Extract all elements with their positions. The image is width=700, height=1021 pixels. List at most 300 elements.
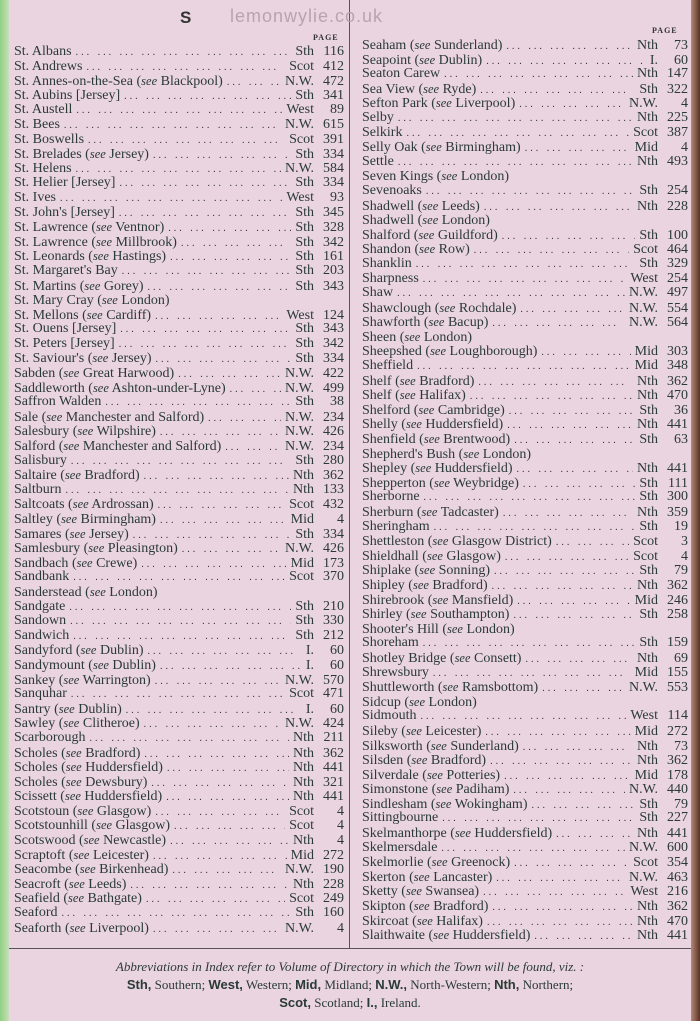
index-entry <box>362 403 688 418</box>
dot-leader <box>496 872 625 885</box>
volume-abbr: N.W. <box>284 424 314 440</box>
dot-leader <box>494 565 635 578</box>
volume-abbr: Nth <box>637 577 658 593</box>
volume-abbr: Sth <box>295 45 314 59</box>
dot-leader <box>486 55 646 68</box>
page-number: 159 <box>667 636 688 651</box>
dot-leader <box>86 61 285 75</box>
index-entry <box>14 483 344 498</box>
town-name: Sale (see Manchester and Salford) <box>14 409 205 425</box>
index-entry <box>362 841 688 856</box>
dot-leader <box>73 571 285 585</box>
page-number: 362 <box>323 745 344 761</box>
dot-leader <box>71 688 285 702</box>
dot-leader <box>483 886 626 899</box>
page-number: 38 <box>330 395 344 410</box>
volume-abbr: Scot <box>289 687 314 702</box>
town-name: St. Helens <box>14 161 72 176</box>
town-name: St. Peters [Jersey] <box>14 336 115 351</box>
dot-leader <box>76 104 282 118</box>
abbreviation: Nth, Northern; <box>494 977 574 992</box>
town-name: St. Ives <box>14 190 56 205</box>
index-entry <box>362 651 688 666</box>
index-entry <box>14 249 344 264</box>
town-name: St. Martins (see Gorey) <box>14 278 144 294</box>
page-number: 600 <box>667 840 688 855</box>
see-label: see <box>69 526 86 541</box>
see-label: see <box>435 796 452 811</box>
index-entry <box>362 563 688 578</box>
see-label: see <box>418 227 435 242</box>
footer-divider <box>9 948 691 949</box>
town-name: Settle <box>362 154 394 169</box>
see-label: see <box>419 563 436 578</box>
abbreviation: Scot, Scotland; <box>279 995 367 1010</box>
town-name: Scissett (see Huddersfield) <box>14 789 163 804</box>
town-name: Skelmersdale <box>362 840 438 855</box>
town-name: Seacombe (see Birkenhead) <box>14 862 169 877</box>
town-name: Shelf (see Bradford) <box>362 373 475 389</box>
see-label: see <box>404 329 421 344</box>
page-number: 341 <box>323 88 344 103</box>
see-label: see <box>423 432 440 447</box>
volume-abbr: Nth <box>293 774 314 790</box>
page-number: 73 <box>674 38 688 53</box>
index-entry <box>362 374 688 389</box>
dot-leader <box>160 514 287 527</box>
page-column-header-left: PAGE <box>313 33 339 42</box>
dot-leader <box>470 390 633 403</box>
see-label: see <box>73 847 90 862</box>
dot-leader <box>525 142 631 155</box>
see-label: see <box>63 366 80 381</box>
see-label: see <box>61 512 78 526</box>
dot-leader <box>181 237 291 250</box>
volume-abbr: N.W. <box>284 409 314 425</box>
index-entry <box>14 410 344 425</box>
town-name: Saffron Walden <box>14 395 102 410</box>
page-number: 60 <box>330 701 344 717</box>
town-name: Shepley (see Huddersfield) <box>362 461 513 476</box>
dot-leader <box>506 40 633 53</box>
town-name: Skelmanthorpe (see Huddersfield) <box>362 826 553 841</box>
page-number: 464 <box>667 242 688 257</box>
volume-abbr: West <box>630 709 658 724</box>
index-entry <box>362 257 688 272</box>
town-name: Seaforth (see Liverpool) <box>14 920 149 936</box>
dot-leader <box>505 551 629 564</box>
volume-abbr: Nth <box>637 753 658 768</box>
see-label: see <box>96 220 112 235</box>
page-number: 234 <box>323 439 344 454</box>
index-entry <box>14 60 344 75</box>
section-letter: S <box>180 8 192 27</box>
dot-leader <box>487 916 633 929</box>
page-number: 73 <box>674 738 688 754</box>
index-entry <box>14 848 344 863</box>
volume-abbr: N.W. <box>628 286 658 301</box>
see-label: see <box>409 694 426 709</box>
town-name: Scotstoun (see Glasgow) <box>14 803 152 819</box>
abbreviation-code: N.W., <box>375 977 408 992</box>
dot-leader <box>507 419 633 432</box>
see-label: see <box>399 388 416 403</box>
town-name: Shalford (see Guildford) <box>362 227 498 243</box>
page-number: 343 <box>323 278 344 294</box>
see-label: see <box>64 468 81 483</box>
index-entry <box>362 96 688 111</box>
see-label: see <box>58 701 75 716</box>
dot-leader <box>182 543 281 556</box>
index-entry <box>362 753 688 768</box>
index-entry <box>14 322 344 337</box>
page-number: 303 <box>667 344 688 360</box>
index-entry <box>362 680 688 695</box>
town-name: Skircoat (see Halifax) <box>362 913 483 929</box>
town-name: St. Mellons (see Cardiff) <box>14 307 152 323</box>
page-number: 362 <box>667 373 688 389</box>
town-name: St. Annes-on-the-Sea (see Blackpool) <box>14 74 223 89</box>
page-number: 424 <box>323 716 344 731</box>
index-entry <box>362 155 688 170</box>
dot-leader <box>170 251 291 264</box>
index-entry <box>14 746 344 761</box>
dot-leader <box>155 675 281 688</box>
dot-leader <box>124 90 291 104</box>
volume-abbr: Mid <box>634 665 658 680</box>
page-number: 89 <box>330 103 344 118</box>
see-label: see <box>422 213 439 228</box>
dot-leader <box>76 163 281 177</box>
town-name: Shiplake (see Sonning) <box>362 563 490 578</box>
index-entry <box>14 337 344 352</box>
dot-leader <box>130 879 289 892</box>
index-entry <box>362 359 688 374</box>
volume-abbr: Mid <box>634 723 658 739</box>
volume-abbr: Sth <box>295 906 314 921</box>
abbreviation-code: Scot, <box>279 995 312 1010</box>
index-entry <box>14 220 344 235</box>
dot-leader <box>167 762 289 775</box>
dot-leader <box>433 667 631 681</box>
index-entry <box>362 344 688 359</box>
index-entry <box>14 395 344 410</box>
index-entry <box>362 315 688 330</box>
dot-leader <box>398 156 633 170</box>
volume-abbr: Nth <box>637 373 658 389</box>
index-entry <box>362 622 688 637</box>
see-label: see <box>439 300 456 315</box>
town-name: Seaton Carew <box>362 67 441 82</box>
town-name: Scholes (see Bradford) <box>14 745 141 761</box>
index-column-left <box>14 45 344 935</box>
page-number: 497 <box>667 286 688 301</box>
dot-leader <box>62 907 292 921</box>
volume-abbr: N.W. <box>628 840 658 855</box>
page-number: 426 <box>323 541 344 556</box>
index-entry <box>362 126 688 141</box>
town-name: Samares (see Jersey) <box>14 526 129 542</box>
dot-leader <box>519 98 625 111</box>
index-entry <box>14 862 344 877</box>
abbreviation-code: Mid, <box>295 977 322 992</box>
see-label: see <box>65 774 82 789</box>
town-name: Shadwell (see London) <box>362 213 490 228</box>
dot-leader <box>480 84 635 97</box>
index-entry <box>14 147 344 162</box>
see-label: see <box>64 789 81 804</box>
dot-leader <box>69 601 291 615</box>
town-name: Scotswood (see Newcastle) <box>14 833 167 848</box>
volume-abbr: Nth <box>293 789 314 804</box>
page-number: 329 <box>667 256 688 271</box>
see-label: see <box>433 475 450 490</box>
dot-leader <box>144 718 281 731</box>
dot-leader <box>420 710 626 724</box>
page-number: 124 <box>323 307 344 323</box>
dot-leader <box>423 637 636 651</box>
see-label: see <box>421 505 438 519</box>
dot-leader <box>525 653 633 666</box>
dot-leader <box>70 615 291 629</box>
dot-leader <box>168 222 291 235</box>
volume-abbr: Scot <box>289 570 314 585</box>
volume-abbr: Scot <box>289 803 314 819</box>
page-number: 471 <box>323 687 344 702</box>
page-number: 228 <box>323 876 344 892</box>
index-entry <box>14 702 344 717</box>
page-number: 4 <box>337 803 344 819</box>
see-label: see <box>412 577 429 592</box>
volume-abbr: West <box>286 190 314 205</box>
see-label: see <box>92 351 109 366</box>
volume-abbr: Mid <box>634 359 658 374</box>
page-number: 249 <box>323 891 344 907</box>
see-label: see <box>405 723 422 738</box>
town-name: Shanklin <box>362 256 412 271</box>
page-number: 570 <box>323 672 344 688</box>
see-label: see <box>463 446 480 461</box>
volume-abbr: N.W. <box>628 96 658 111</box>
see-label: see <box>415 461 432 476</box>
index-entry <box>14 439 344 454</box>
volume-abbr: Sth <box>295 526 314 542</box>
index-entry <box>362 914 688 929</box>
page-number: 155 <box>667 665 688 680</box>
volume-abbr: N.W. <box>284 862 314 877</box>
index-entry <box>362 578 688 593</box>
town-name: Sabden (see Great Harwood) <box>14 366 175 381</box>
abbreviation-code: I., <box>366 995 378 1010</box>
town-name: Shettleston (see Glasgow District) <box>362 534 552 549</box>
see-label: see <box>435 96 452 111</box>
index-entry <box>14 454 344 469</box>
town-name: Seapoint (see Dublin) <box>362 52 483 68</box>
index-entry <box>362 432 688 447</box>
volume-abbr: Sth <box>295 599 314 614</box>
page-number: 100 <box>667 227 688 243</box>
see-label: see <box>454 650 471 665</box>
abbreviation: I., Ireland. <box>366 995 421 1010</box>
index-entry <box>14 133 344 148</box>
see-label: see <box>80 643 97 658</box>
town-name: Scarborough <box>14 730 86 745</box>
page-number: 4 <box>681 140 688 155</box>
page-number: 60 <box>330 643 344 658</box>
index-entry <box>14 118 344 133</box>
town-name: St. Helier [Jersey] <box>14 176 116 191</box>
see-label: see <box>432 592 449 607</box>
index-entry <box>14 731 344 746</box>
volume-abbr: Scot <box>633 548 658 564</box>
dot-leader <box>416 258 636 272</box>
dot-leader <box>71 455 291 469</box>
see-label: see <box>432 534 449 549</box>
page-number: 4 <box>681 548 688 564</box>
dot-leader <box>520 303 625 316</box>
dot-leader <box>64 119 281 133</box>
page-number: 440 <box>667 782 688 797</box>
index-entry <box>14 279 344 294</box>
volume-abbr: Nth <box>637 928 658 943</box>
town-name: Sea View (see Ryde) <box>362 81 477 97</box>
town-name: Saddleworth (see Ashton-under-Lyne) <box>14 380 226 396</box>
town-name: Sandymount (see Dublin) <box>14 657 156 673</box>
dot-leader <box>230 383 281 396</box>
page-number: 553 <box>667 680 688 695</box>
town-name: Sandwich <box>14 628 70 643</box>
volume-abbr: Scot <box>633 242 658 257</box>
volume-abbr: I. <box>305 657 314 673</box>
dot-leader <box>208 412 281 425</box>
dot-leader <box>120 323 291 337</box>
page-number: 216 <box>667 884 688 900</box>
volume-abbr: Mid <box>634 592 658 608</box>
index-entry <box>14 673 344 688</box>
index-entry <box>362 928 688 943</box>
town-name: Sharpness <box>362 271 419 286</box>
index-entry <box>14 716 344 731</box>
index-entry <box>14 103 344 118</box>
volume-abbr: Scot <box>289 59 314 74</box>
index-entry <box>14 570 344 585</box>
index-entry <box>362 213 688 228</box>
index-entry <box>14 381 344 396</box>
index-entry <box>14 264 344 279</box>
page-number: 111 <box>668 475 688 491</box>
town-name: St. Albans <box>14 45 72 59</box>
town-name: St. Andrews <box>14 59 83 74</box>
page-number: 345 <box>323 205 344 220</box>
dot-leader <box>531 799 635 812</box>
index-entry <box>362 884 688 899</box>
volume-abbr: Sth <box>639 607 658 622</box>
see-label: see <box>425 140 442 155</box>
town-name: St. Leonards (see Hastings) <box>14 249 167 264</box>
volume-abbr: Sth <box>295 249 314 264</box>
see-label: see <box>410 607 427 622</box>
page-number: 343 <box>323 322 344 337</box>
dot-leader <box>541 346 630 359</box>
page-number: 225 <box>667 110 688 125</box>
dot-leader <box>517 595 630 608</box>
town-name: Salesbury (see Wilpshire) <box>14 424 156 440</box>
page-number: 4 <box>337 833 344 848</box>
dot-leader <box>160 426 281 439</box>
page-number: 19 <box>674 519 688 534</box>
index-entry <box>14 293 344 308</box>
see-label: see <box>96 234 112 249</box>
dot-leader <box>485 726 630 739</box>
index-entry <box>14 176 344 191</box>
index-entry <box>362 870 688 885</box>
see-label: see <box>413 869 430 884</box>
page-number: 116 <box>323 45 344 59</box>
see-label: see <box>433 928 450 943</box>
volume-abbr: Sth <box>639 227 658 243</box>
index-entry <box>14 308 344 323</box>
town-name: Saltaire (see Bradford) <box>14 468 140 483</box>
index-entry <box>362 666 688 681</box>
watermark: lemonwylie.co.uk <box>230 6 384 26</box>
dot-leader <box>126 704 302 717</box>
town-name: St. Aubins [Jersey] <box>14 88 121 103</box>
town-name: Seacroft (see Leeds) <box>14 876 127 892</box>
index-entry <box>362 549 688 564</box>
town-name: Scraptoft (see Leicester) <box>14 847 149 863</box>
dot-leader <box>151 777 289 790</box>
town-name: Sanderstead (see London) <box>14 584 158 600</box>
page-number: 426 <box>323 424 344 440</box>
page-number: 391 <box>323 132 344 147</box>
abbreviation: N.W., North-Western; <box>375 977 495 992</box>
town-name: Sketty (see Swansea) <box>362 884 480 900</box>
see-label: see <box>86 307 103 322</box>
volume-abbr: Nth <box>637 67 658 82</box>
index-entry <box>362 724 688 739</box>
dot-leader <box>105 396 291 410</box>
abbreviations-footer <box>10 958 690 1012</box>
town-name: Shotley Bridge (see Consett) <box>362 650 522 666</box>
page-number: 321 <box>323 774 344 790</box>
see-label: see <box>430 738 447 753</box>
town-name: Saltley (see Birmingham) <box>14 512 156 527</box>
town-name: Scotstounhill (see Glasgow) <box>14 818 170 834</box>
page-number: 328 <box>323 220 344 235</box>
volume-abbr: Sth <box>639 402 658 418</box>
page-number: 79 <box>674 796 688 812</box>
volume-abbr: I. <box>649 52 658 68</box>
volume-abbr: Scot <box>289 132 314 147</box>
volume-abbr: Nth <box>293 468 314 483</box>
volume-abbr: West <box>630 271 658 286</box>
page-number: 564 <box>667 315 688 330</box>
index-entry <box>362 797 688 812</box>
dot-leader <box>513 609 635 622</box>
page-number: 161 <box>323 249 344 264</box>
dot-leader <box>478 376 633 389</box>
see-label: see <box>413 899 430 914</box>
page-number: 342 <box>323 234 344 250</box>
index-entry <box>362 899 688 914</box>
town-name: Salford (see Manchester and Salford) <box>14 439 222 454</box>
dot-leader <box>119 338 292 352</box>
page-number: 212 <box>323 628 344 643</box>
volume-abbr: Scot <box>633 855 658 870</box>
town-name: Sandbank <box>14 570 70 585</box>
see-label: see <box>92 380 109 395</box>
dot-leader <box>406 127 629 141</box>
